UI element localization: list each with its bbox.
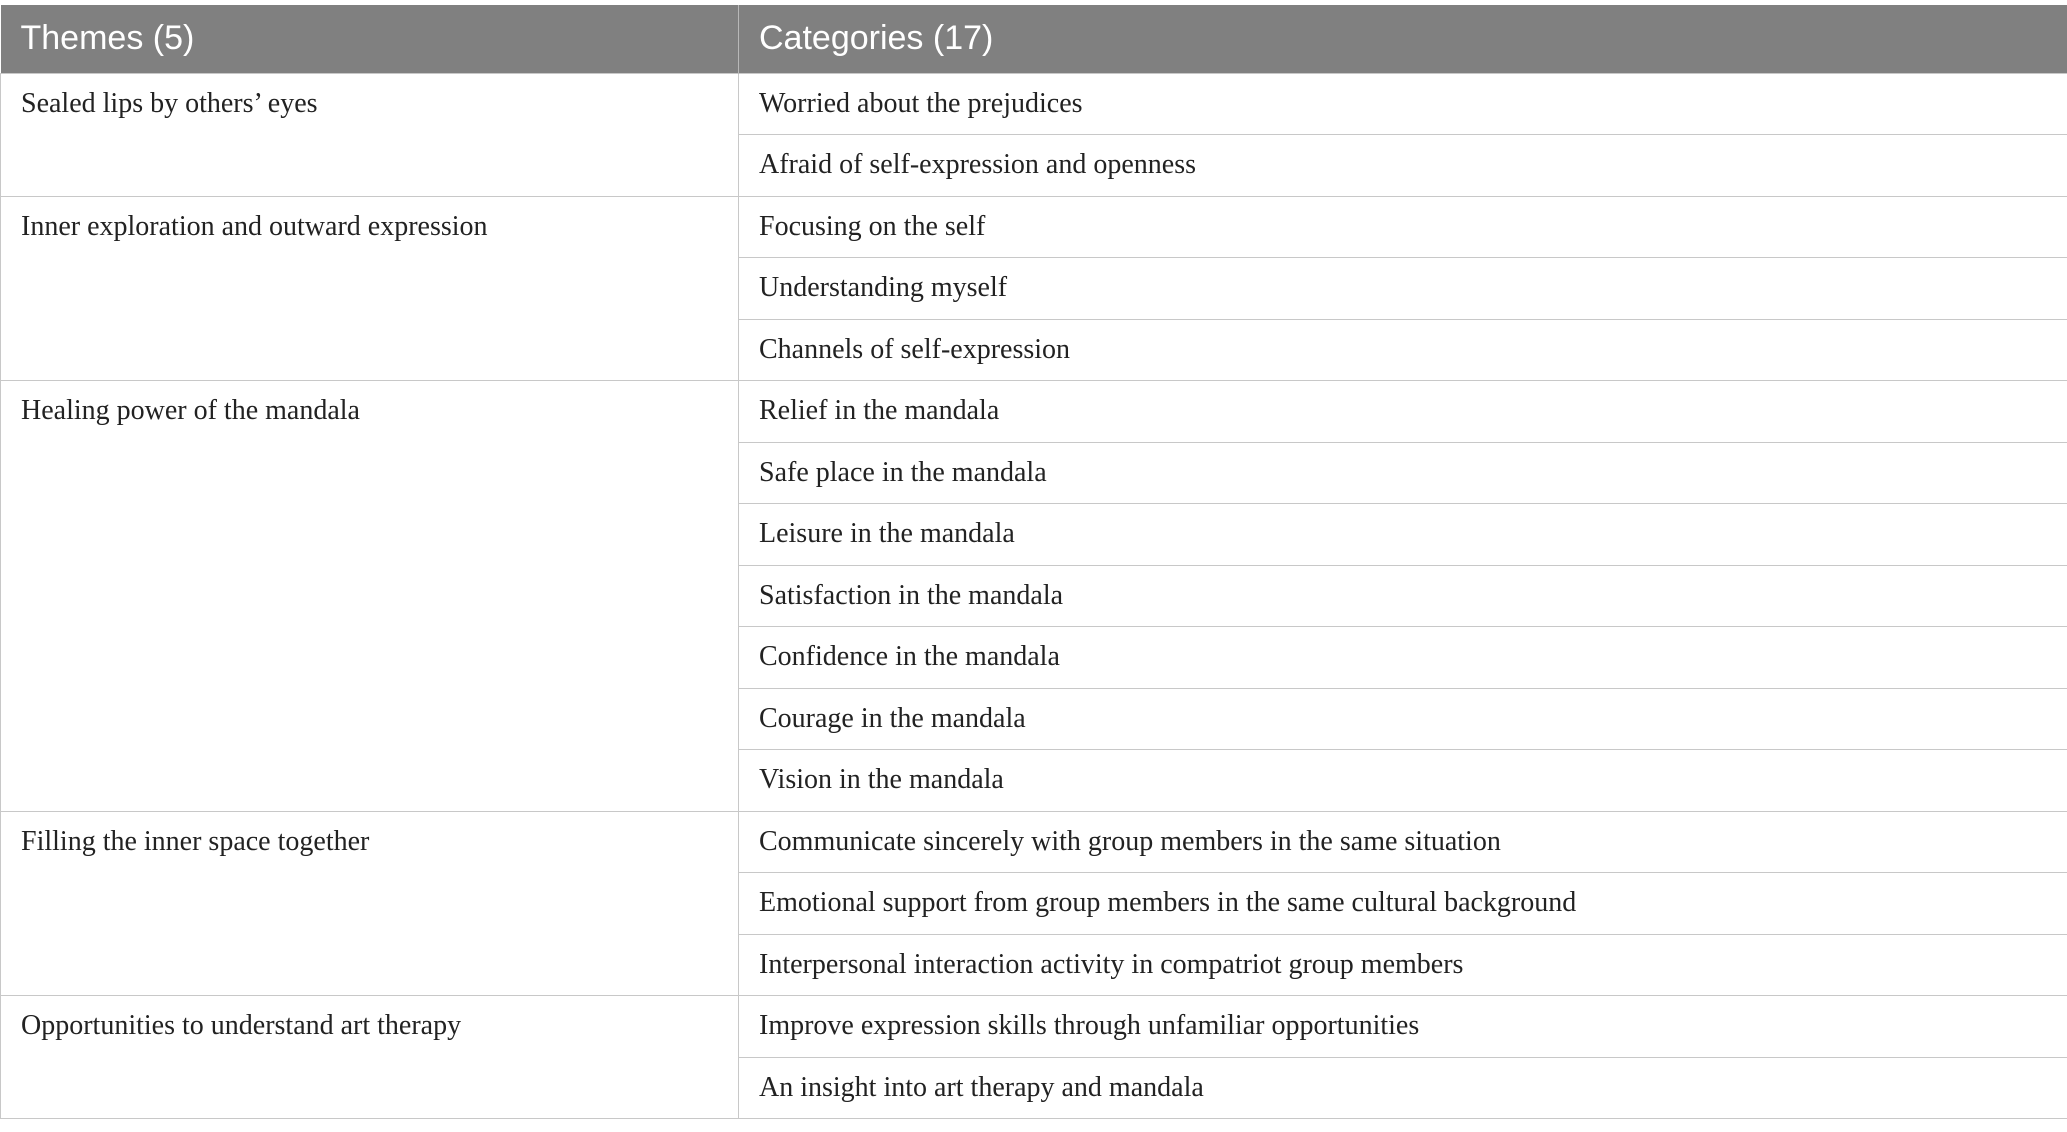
category-cell: Vision in the mandala <box>739 750 2067 812</box>
table-row <box>1 996 2067 1058</box>
category-cell: Leisure in the mandala <box>739 504 2067 566</box>
category-cell: Improve expression skills through unfamiliar opportunities <box>739 996 2067 1058</box>
table-header-row <box>1 5 2067 73</box>
category-cell: Understanding myself <box>739 258 2067 320</box>
category-cell: Communicate sincerely with group members in the same situation <box>739 811 2067 873</box>
categories-column-header: Categories (17) <box>739 5 2067 73</box>
theme-cell: Inner exploration and outward expression <box>1 196 739 381</box>
category-cell: Confidence in the mandala <box>739 627 2067 689</box>
category-cell: Relief in the mandala <box>739 381 2067 443</box>
theme-cell: Sealed lips by others’ eyes <box>1 73 739 196</box>
theme-cell: Opportunities to understand art therapy <box>1 996 739 1119</box>
table-row <box>1 381 2067 443</box>
table-row <box>1 811 2067 873</box>
category-cell: Channels of self-expression <box>739 319 2067 381</box>
table-body <box>1 73 2067 1119</box>
category-cell: Worried about the prejudices <box>739 73 2067 135</box>
theme-cell: Healing power of the mandala <box>1 381 739 812</box>
category-cell: Emotional support from group members in the same cultural background <box>739 873 2067 935</box>
themes-column-header: Themes (5) <box>1 5 739 73</box>
table-row <box>1 196 2067 258</box>
category-cell: Interpersonal interaction activity in compatriot group members <box>739 934 2067 996</box>
category-cell: Afraid of self-expression and openness <box>739 135 2067 197</box>
category-cell: Courage in the mandala <box>739 688 2067 750</box>
category-cell: Satisfaction in the mandala <box>739 565 2067 627</box>
theme-cell: Filling the inner space together <box>1 811 739 996</box>
themes-table-container <box>0 5 2067 1119</box>
table-row <box>1 73 2067 135</box>
category-cell: Focusing on the self <box>739 196 2067 258</box>
category-cell: An insight into art therapy and mandala <box>739 1057 2067 1119</box>
category-cell: Safe place in the mandala <box>739 442 2067 504</box>
themes-categories-table <box>0 5 2067 1119</box>
